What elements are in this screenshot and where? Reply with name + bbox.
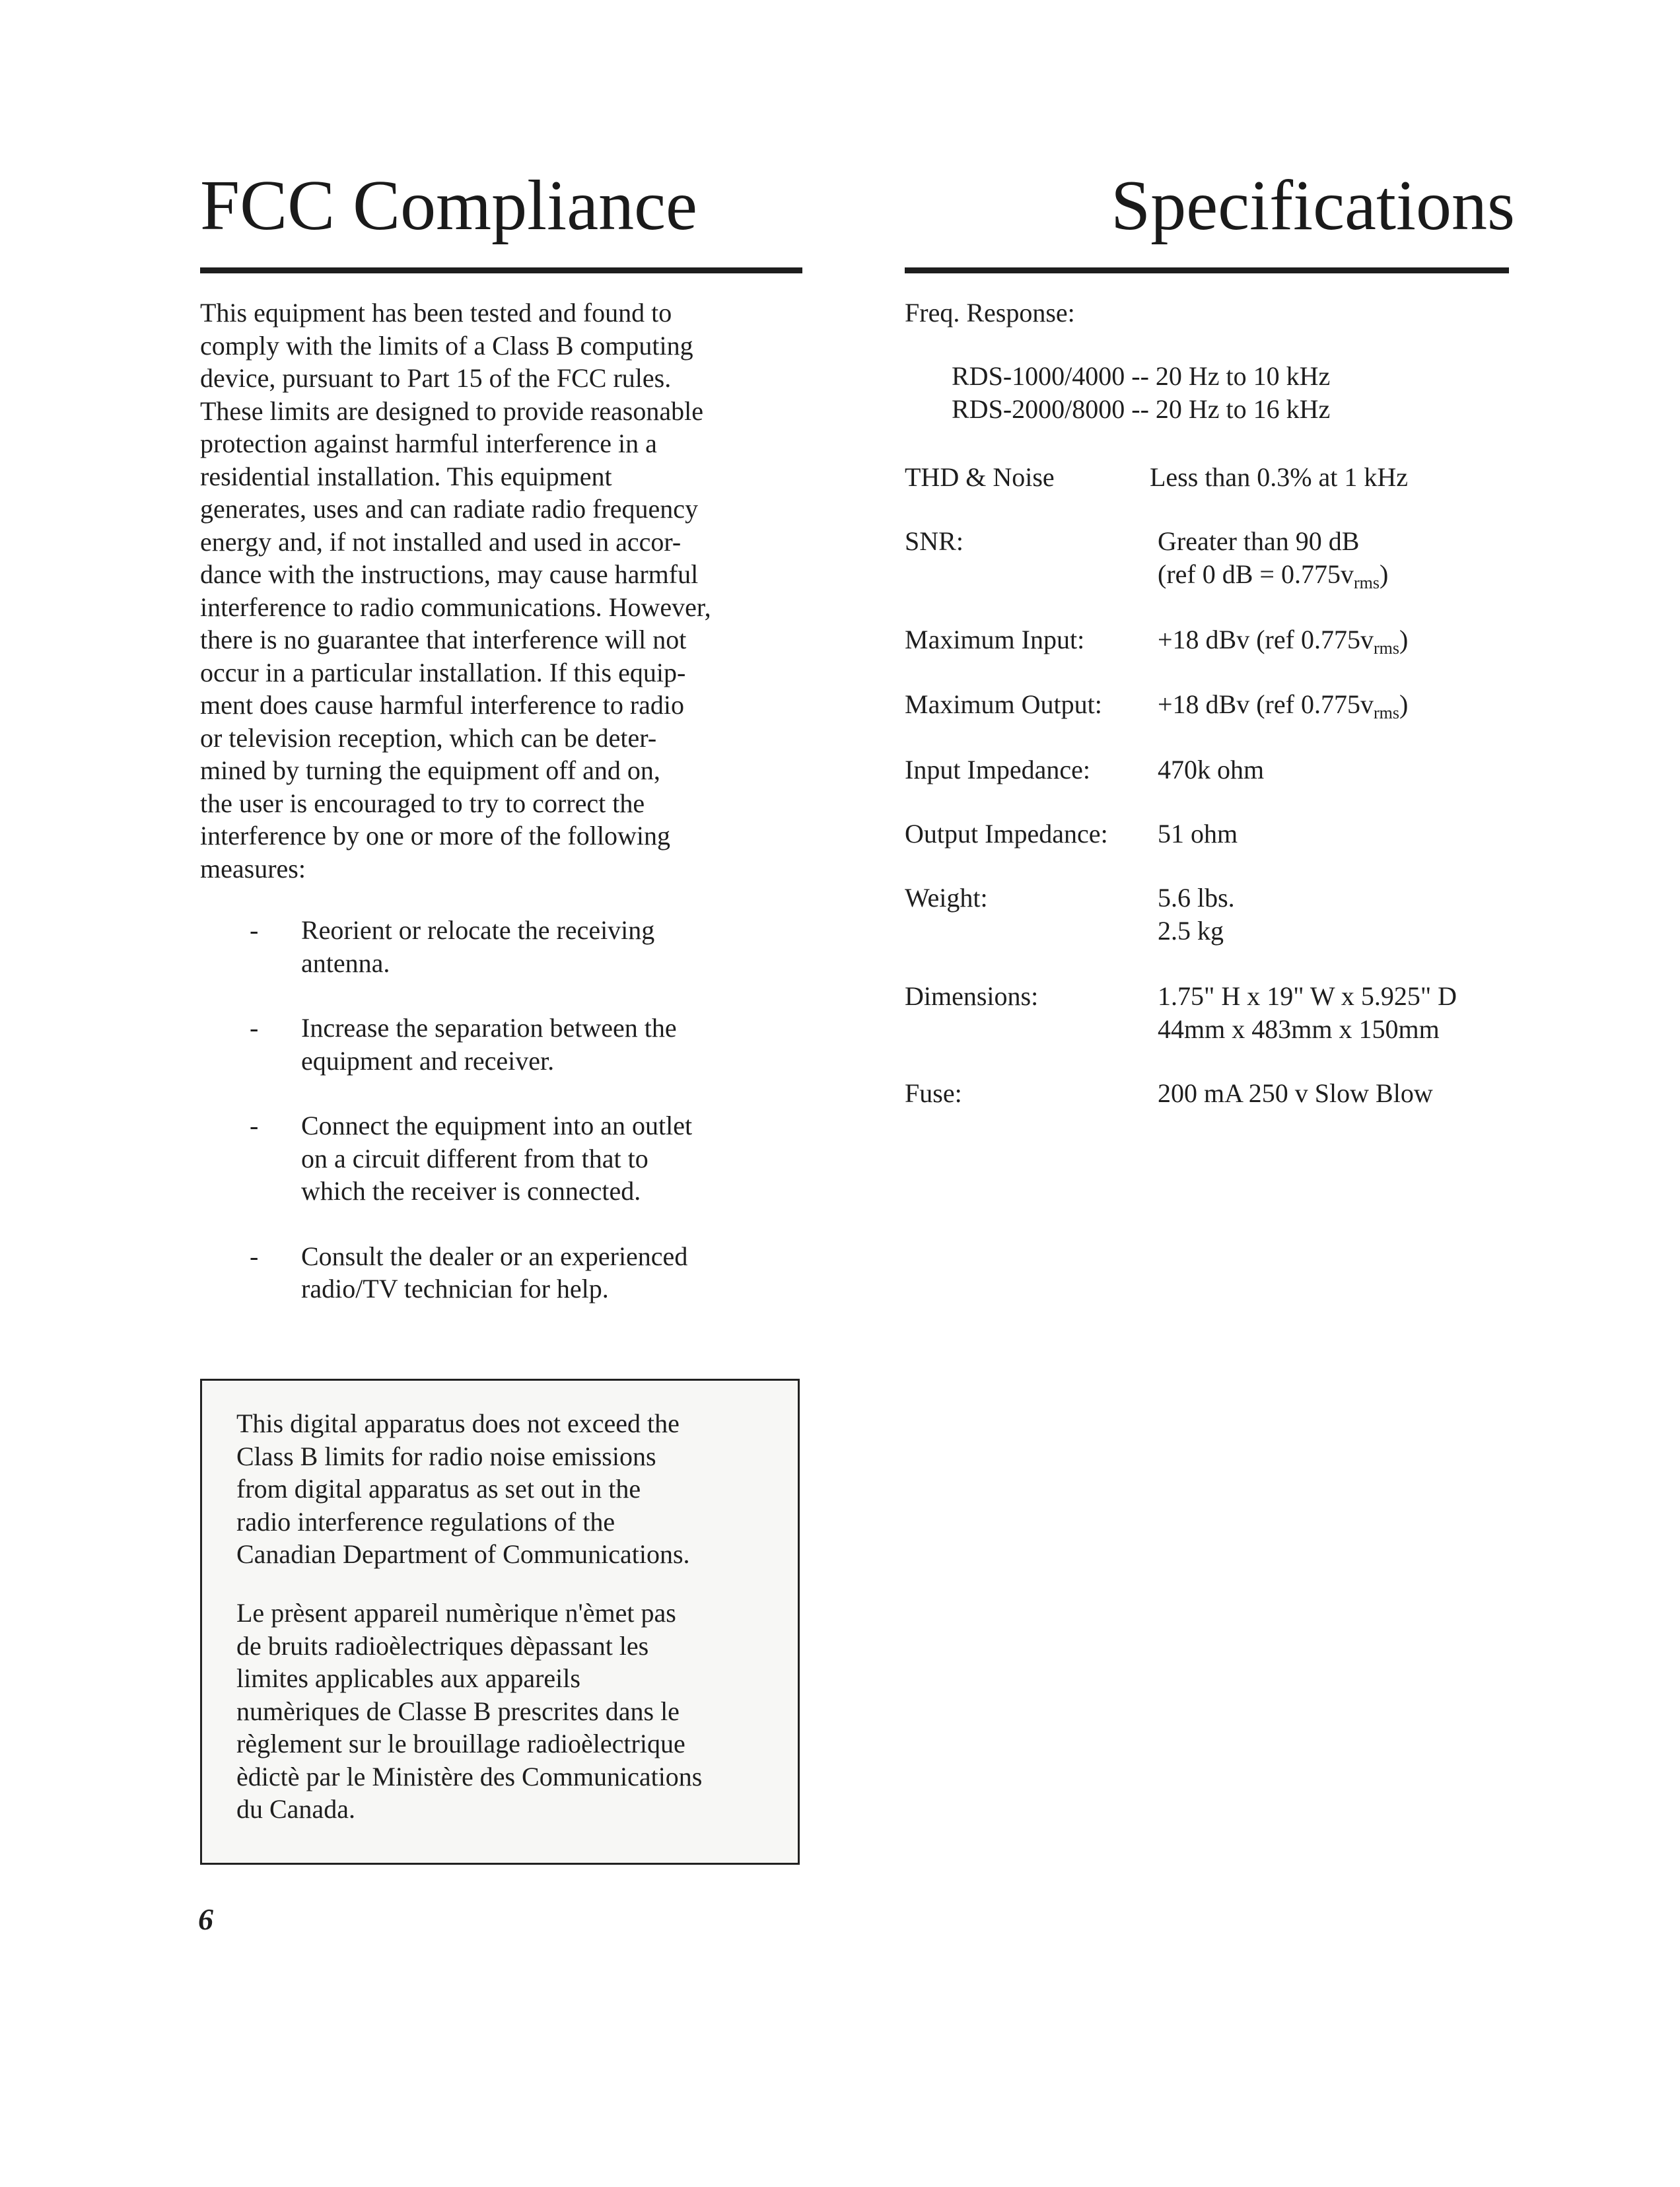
dimensions-inches: 1.75" H x 19" W x 5.925" D xyxy=(1158,981,1457,1011)
notice-french: Le prèsent appareil numèrique n'èmet pas de bruits radioèlectriques dèpassant les limites applicables aux appareils numèriques de Classe B prescrites dans le règlement sur le brouillage radioèlectrique èdictè par le Ministère des Communications du Canada. xyxy=(236,1598,703,1824)
dimensions-label: Dimensions: xyxy=(905,981,1039,1011)
snr-label: SNR: xyxy=(905,526,963,556)
snr-value-line1: Greater than 90 dB xyxy=(1158,526,1360,556)
thd-noise-label: THD & Noise xyxy=(905,462,1055,492)
page-number: 6 xyxy=(198,1902,213,1936)
fcc-compliance-title: FCC Compliance xyxy=(200,166,697,245)
fuse-value: 200 mA 250 v Slow Blow xyxy=(1158,1078,1433,1108)
input-impedance-value: 470k ohm xyxy=(1158,755,1265,784)
freq-response-label: Freq. Response: xyxy=(905,298,1075,328)
list-item xyxy=(200,1012,808,1077)
canadian-notice-box xyxy=(200,1379,800,1865)
snr-value xyxy=(1158,525,1388,599)
max-input-close: ) xyxy=(1399,625,1409,654)
input-impedance-label: Input Impedance: xyxy=(905,755,1090,784)
fuse-label: Fuse: xyxy=(905,1078,962,1108)
max-output-value xyxy=(1158,688,1408,730)
output-impedance-value: 51 ohm xyxy=(1158,819,1238,849)
rms-subscript: rms xyxy=(1353,573,1380,592)
freq-response-models: RDS-1000/4000 -- 20 Hz to 10 kHz RDS-2000/8000 -- 20 Hz to 16 kHz xyxy=(952,361,1331,424)
weight-value xyxy=(1158,882,1235,947)
max-output-close: ) xyxy=(1399,689,1409,719)
list-item xyxy=(200,914,808,979)
snr-value-line2 xyxy=(1158,558,1388,600)
measure-text: Connect the equipment into an outlet on a circuit different from that to which the receiver is connected. xyxy=(301,1111,693,1206)
max-output-label: Maximum Output: xyxy=(905,689,1102,719)
list-item xyxy=(200,1109,808,1208)
thd-noise-value: Less than 0.3% at 1 kHz xyxy=(1150,462,1409,492)
fcc-title-rule xyxy=(200,267,802,273)
rms-subscript: rms xyxy=(1373,639,1399,658)
measure-text: Reorient or relocate the receiving antenna. xyxy=(301,915,655,978)
specifications-title: Specifications xyxy=(1111,166,1515,245)
max-input-label: Maximum Input: xyxy=(905,625,1085,654)
bullet-dash: - xyxy=(250,1241,259,1271)
bullet-dash: - xyxy=(250,1013,259,1043)
dimensions-mm: 44mm x 483mm x 150mm xyxy=(1158,1014,1440,1044)
snr-ref-close: ) xyxy=(1379,559,1389,589)
max-input-value xyxy=(1158,623,1408,665)
weight-label: Weight: xyxy=(905,883,988,913)
bullet-dash: - xyxy=(250,1111,259,1140)
snr-ref-text: (ref 0 dB = 0.775v xyxy=(1158,559,1354,589)
weight-lbs: 5.6 lbs. xyxy=(1158,883,1235,913)
max-input-text: +18 dBv (ref 0.775v xyxy=(1158,625,1374,654)
dimensions-value xyxy=(1158,980,1457,1045)
fcc-measures-list xyxy=(200,914,808,1338)
list-item xyxy=(200,1240,808,1305)
rms-subscript: rms xyxy=(1373,703,1399,722)
max-output-text: +18 dBv (ref 0.775v xyxy=(1158,689,1374,719)
weight-kg: 2.5 kg xyxy=(1158,915,1224,946)
output-impedance-label: Output Impedance: xyxy=(905,819,1108,849)
measure-text: Consult the dealer or an experienced radio/TV technician for help. xyxy=(301,1241,688,1303)
specifications-title-rule xyxy=(905,267,1509,273)
measure-text: Increase the separation between the equipment and receiver. xyxy=(301,1013,677,1076)
notice-english: This digital apparatus does not exceed the Class B limits for radio noise emissions from digital apparatus as set out in the radio interference regulations of the Canadian Department of Communications. xyxy=(236,1408,690,1569)
bullet-dash: - xyxy=(250,915,259,945)
fcc-compliance-paragraph: This equipment has been tested and found to comply with the limits of a Class B computing device, pursuant to Part 15 of the FCC rules. These limits are designed to provide reasonable protection against harmful interference in a residential installation. This equipment generates, uses and can radiate radio frequency energy and, if not installed and used in accor- dance with the instructions, may cause harmful interference to radio communications. However, there is no guarantee that interference will not occur in a particular installation. If this equip- ment does cause harmful interference to radio or television reception, which can be deter- mined by turning the equipment off and on, the user is encouraged to try to correct the interference by one or more of the following measures: xyxy=(200,298,711,884)
